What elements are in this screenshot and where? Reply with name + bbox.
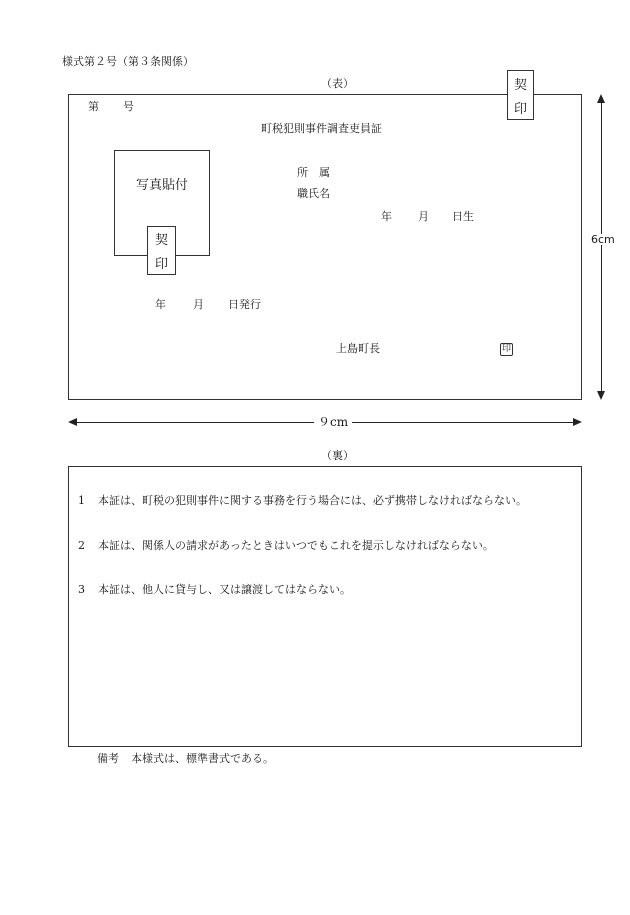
height-arrow-bottom-icon bbox=[597, 391, 605, 400]
back-label: （裏） bbox=[321, 449, 354, 462]
photo-seal bbox=[147, 226, 176, 275]
back-item-3-number: 3 bbox=[78, 583, 85, 596]
form-number: 様式第２号（第３条関係） bbox=[62, 55, 194, 68]
birth-day: 日生 bbox=[452, 210, 474, 223]
birth-year: 年 bbox=[381, 210, 392, 223]
back-card bbox=[68, 466, 582, 747]
photo-seal-char-2: 印 bbox=[154, 256, 168, 272]
issue-day: 日発行 bbox=[228, 298, 261, 311]
official-seal-mark: 印 bbox=[501, 344, 511, 354]
number-suffix: 号 bbox=[123, 100, 134, 113]
back-item-2-number: 2 bbox=[78, 539, 85, 552]
remark-text: 本様式は、標準書式である。 bbox=[131, 752, 274, 765]
birth-month: 月 bbox=[418, 210, 429, 223]
front-label: （表） bbox=[321, 77, 354, 90]
height-label: 6cm bbox=[587, 234, 619, 245]
remark-label: 備考 bbox=[97, 752, 119, 765]
back-item-2-text: 本証は、関係人の請求があったときはいつでもこれを提示しなければならない。 bbox=[98, 539, 494, 552]
corner-seal bbox=[507, 70, 534, 120]
corner-seal-char-1: 契 bbox=[513, 77, 527, 93]
affiliation-label: 所 属 bbox=[297, 166, 330, 179]
back-item-1-number: 1 bbox=[78, 494, 85, 507]
corner-seal-char-2: 印 bbox=[513, 101, 527, 117]
height-dimension-line bbox=[601, 102, 602, 392]
issue-year: 年 bbox=[155, 298, 166, 311]
photo-seal-char-1: 契 bbox=[154, 233, 168, 249]
number-prefix: 第 bbox=[88, 100, 99, 113]
photo-label: 写真貼付 bbox=[136, 178, 189, 193]
back-item-3-text: 本証は、他人に貸与し、又は譲渡してはならない。 bbox=[98, 583, 351, 596]
back-item-1-text: 本証は、町税の犯則事件に関する事務を行う場合には、必ず携帯しなければならない。 bbox=[98, 494, 527, 507]
width-arrow-right-icon bbox=[573, 418, 582, 426]
card-title: 町税犯則事件調査吏員証 bbox=[261, 122, 382, 135]
issuer: 上島町長 bbox=[336, 342, 380, 355]
width-label: ９cm bbox=[314, 416, 352, 428]
issue-month: 月 bbox=[193, 298, 204, 311]
name-label: 職氏名 bbox=[297, 187, 330, 200]
